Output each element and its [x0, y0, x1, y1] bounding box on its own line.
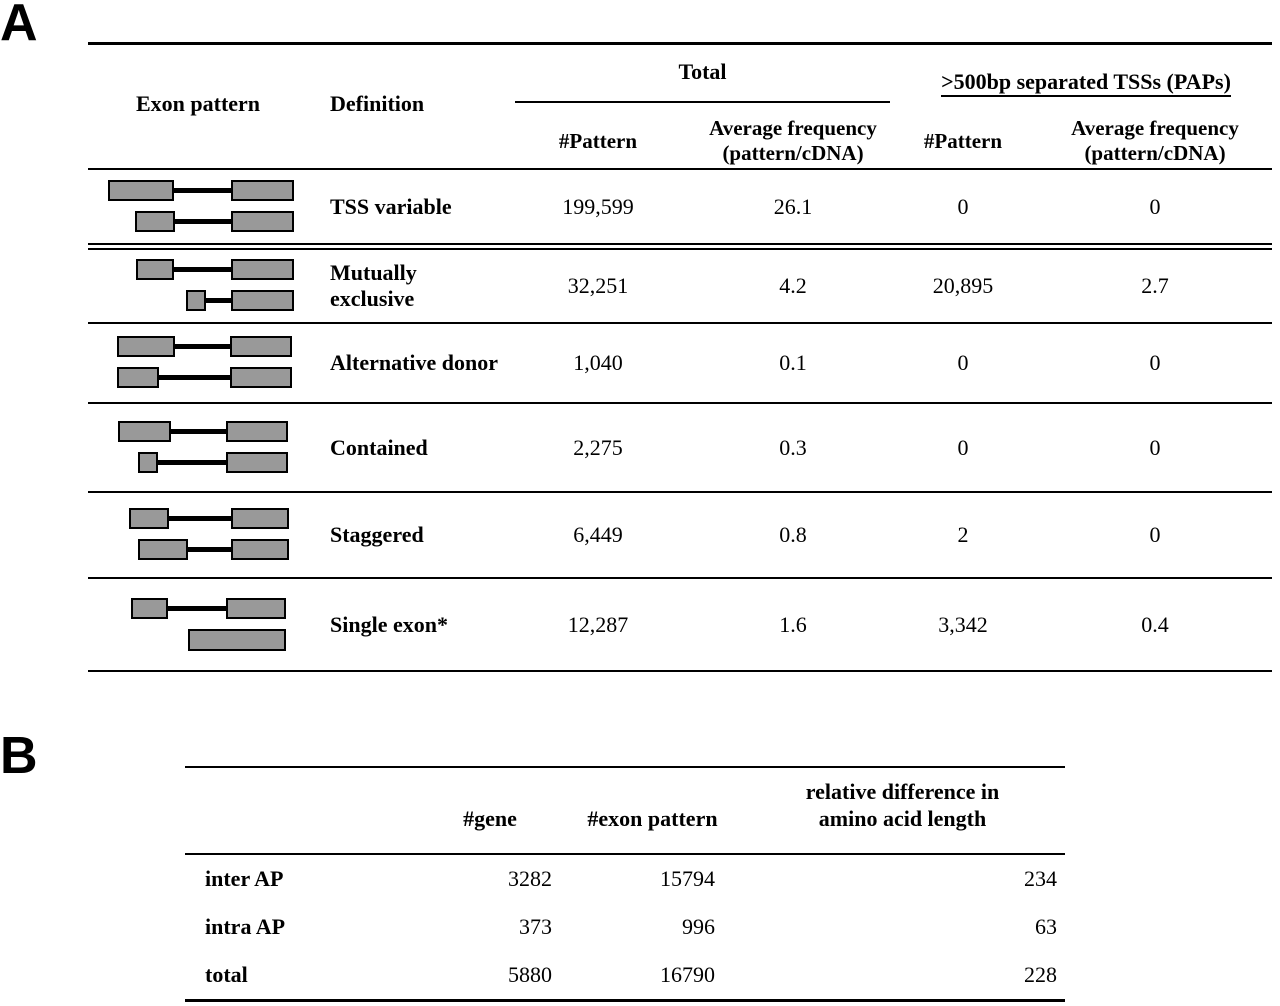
paps-underlined-text: >500bp separated TSSs (PAPs): [941, 69, 1231, 97]
exon-box: [117, 336, 175, 357]
row-label: total: [205, 962, 248, 987]
group-header-paps: [900, 69, 1272, 97]
intron-line: [173, 219, 233, 224]
exon-box: [226, 598, 286, 619]
exon-box: [231, 259, 294, 280]
table-a-header: [88, 45, 1272, 170]
definition-cell: Staggered: [330, 522, 424, 547]
exon-box: [226, 421, 288, 442]
row-label: inter AP: [205, 866, 284, 891]
paps-pattern-cell: 20,895: [932, 273, 994, 298]
definition-cell: Mutually exclusive: [330, 260, 417, 311]
double-rule-separator: [88, 243, 1272, 250]
table-row-alternative-donor: [88, 322, 1272, 402]
total-avg-freq-cell: 26.1: [773, 193, 813, 219]
intron-line: [169, 429, 228, 434]
exon-pattern-diagram: [108, 508, 298, 562]
exon-pattern-count-cell: 16790: [660, 962, 715, 987]
paps-avg-freq-cell: 0.4: [1141, 611, 1169, 637]
total-avg-freq-cell: 0.8: [779, 522, 807, 547]
exon-box: [129, 508, 169, 529]
intron-line: [172, 267, 233, 272]
total-avg-freq-cell: 0.1: [779, 350, 807, 375]
col-header-gene: #gene: [463, 806, 517, 831]
table-row-intra-ap: [185, 903, 1065, 951]
definition-cell: Single exon*: [330, 611, 448, 637]
paps-avg-freq-cell: 0: [1149, 350, 1161, 375]
exon-box: [231, 539, 289, 560]
col-header-paps-avg-freq: [1038, 116, 1272, 166]
rel-diff-cell: 234: [1024, 866, 1057, 891]
col-header-paps-pattern: #Pattern: [923, 129, 1003, 153]
exon-box: [138, 452, 158, 473]
total-pattern-cell: 6,449: [573, 522, 623, 547]
exon-box: [231, 508, 289, 529]
exon-box: [186, 290, 206, 311]
paps-pattern-cell: 0: [957, 434, 969, 460]
table-row-inter-ap: [185, 855, 1065, 903]
intron-line: [157, 375, 232, 380]
rel-diff-cell: 63: [1035, 914, 1057, 939]
intron-line: [156, 460, 228, 465]
avg-freq-line2: (pattern/cDNA): [722, 141, 864, 165]
panel-b-label: B: [0, 727, 38, 785]
paps-avg-freq-cell: 0: [1149, 434, 1161, 460]
total-group-rule: [515, 101, 890, 103]
total-pattern-cell: 1,040: [573, 350, 623, 375]
rel-diff-cell: 228: [1024, 962, 1057, 987]
total-avg-freq-cell: 0.3: [779, 434, 807, 460]
paps-avg-freq-cell: 0: [1149, 193, 1161, 219]
intron-line: [204, 298, 233, 303]
paps-pattern-cell: 2: [957, 522, 969, 547]
exon-box: [231, 180, 294, 201]
exon-pattern-diagram: [108, 259, 298, 313]
exon-box: [135, 211, 175, 232]
row-label: intra AP: [205, 914, 286, 939]
table-row-mutually-exclusive: [88, 250, 1272, 322]
exon-pattern-count-cell: 996: [682, 914, 715, 939]
avg-freq-line2: (pattern/cDNA): [1084, 141, 1226, 165]
exon-box: [117, 367, 159, 388]
exon-box: [226, 452, 288, 473]
table-b-header: [185, 768, 1065, 855]
definition-cell: Contained: [330, 434, 428, 460]
total-pattern-cell: 199,599: [562, 193, 634, 219]
exon-box: [230, 367, 292, 388]
table-row-contained: [88, 402, 1272, 491]
gene-count-cell: 3282: [508, 866, 552, 891]
table-row-staggered: [88, 491, 1272, 577]
exon-pattern-diagram: [108, 598, 298, 652]
total-avg-freq-cell: 4.2: [779, 273, 807, 298]
intron-line: [167, 516, 233, 521]
exon-box: [136, 259, 174, 280]
table-row-single-exon: [88, 577, 1272, 670]
table-row-tss-variable: [88, 170, 1272, 243]
col-header-exon-pattern: #exon pattern: [587, 806, 718, 831]
paps-pattern-cell: 0: [957, 350, 969, 375]
exon-box: [231, 290, 294, 311]
col-header-exon-pattern: Exon pattern: [135, 91, 261, 116]
intron-line: [172, 188, 233, 193]
intron-line: [166, 606, 228, 611]
col-header-total-pattern: #Pattern: [558, 129, 638, 153]
paps-pattern-cell: 0: [957, 193, 969, 219]
exon-pattern-count-cell: 15794: [660, 866, 715, 891]
paps-pattern-cell: 3,342: [938, 611, 988, 637]
avg-freq-line1: Average frequency: [1071, 116, 1239, 140]
intron-line: [186, 547, 233, 552]
col-header-rel-diff: [740, 778, 1065, 832]
panel-a-label: A: [0, 0, 38, 52]
definition-cell: TSS variable: [330, 193, 452, 219]
paps-avg-freq-cell: 2.7: [1141, 273, 1169, 298]
exon-pattern-table: [88, 42, 1272, 672]
exon-box: [231, 211, 294, 232]
exon-pattern-diagram: [108, 336, 298, 390]
definition-cell: Alternative donor: [330, 350, 499, 375]
table-row-total: [185, 951, 1065, 999]
col-header-definition: Definition: [330, 91, 425, 116]
total-avg-freq-cell: 1.6: [779, 611, 807, 637]
exon-box: [131, 598, 168, 619]
total-pattern-cell: 12,287: [567, 611, 629, 637]
group-header-total: Total: [678, 59, 727, 84]
col-header-total-avg-freq: [698, 116, 888, 166]
total-pattern-cell: 32,251: [567, 273, 629, 298]
ap-summary-table: [185, 766, 1065, 1002]
gene-count-cell: 373: [519, 914, 552, 939]
exon-box: [118, 421, 171, 442]
paps-avg-freq-cell: 0: [1149, 522, 1161, 547]
total-pattern-cell: 2,275: [573, 434, 623, 460]
gene-count-cell: 5880: [508, 962, 552, 987]
intron-line: [173, 344, 232, 349]
exon-pattern-diagram: [108, 180, 298, 234]
exon-box: [138, 539, 188, 560]
exon-box: [108, 180, 174, 201]
rel-diff-line2: amino acid length: [818, 806, 987, 831]
rel-diff-line1: relative difference in: [805, 779, 1000, 804]
exon-pattern-diagram: [108, 421, 298, 475]
exon-box: [230, 336, 292, 357]
exon-box: [188, 629, 286, 651]
avg-freq-line1: Average frequency: [709, 116, 877, 140]
